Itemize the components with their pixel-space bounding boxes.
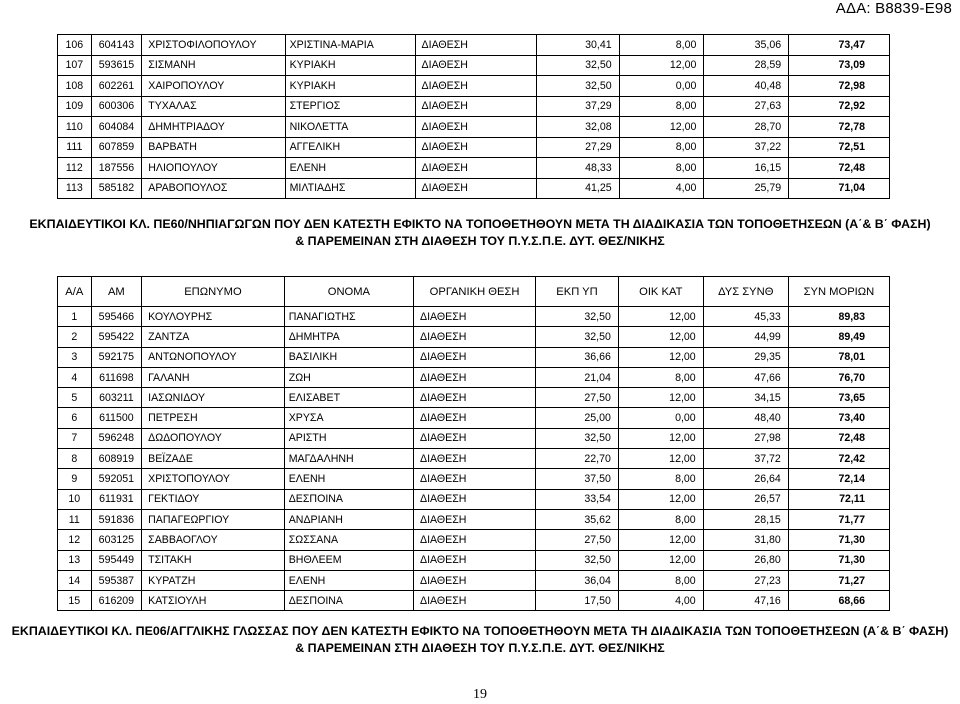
table-header-row bbox=[58, 277, 890, 307]
table-cell: ΝΙΚΟΛΕΤΤΑ bbox=[285, 117, 415, 138]
table-cell: ΒΑΣΙΛΙΚΗ bbox=[284, 347, 413, 367]
table-cell: ΔΙΑΘΕΣΗ bbox=[415, 117, 536, 138]
table-cell: 3 bbox=[58, 347, 92, 367]
section-heading-line: & ΠΑΡΕΜΕΙΝΑΝ ΣΤΗ ΔΙΑΘΕΣΗ ΤΟΥ Π.Υ.Σ.Π.Ε. ΔΥΤ. ΘΕΣ/ΝΙΚΗΣ bbox=[295, 234, 665, 248]
table-row bbox=[58, 367, 890, 387]
column-header: ΣΥΝ ΜΟΡΙΩΝ bbox=[788, 277, 889, 307]
table-row bbox=[58, 35, 890, 56]
table-cell: 73,47 bbox=[789, 35, 890, 56]
table-cell: 106 bbox=[58, 35, 92, 56]
table-cell: 32,50 bbox=[536, 307, 619, 327]
table-cell: 44,99 bbox=[703, 327, 788, 347]
table-row bbox=[58, 158, 890, 179]
table-cell: 600306 bbox=[91, 96, 142, 117]
table-cell: 8,00 bbox=[618, 367, 703, 387]
table-cell: 592175 bbox=[91, 347, 142, 367]
table-cell: 73,40 bbox=[788, 408, 889, 428]
table-cell: 73,65 bbox=[788, 388, 889, 408]
column-header: ΑΜ bbox=[91, 277, 142, 307]
table-row bbox=[58, 178, 890, 199]
table-cell: 187556 bbox=[91, 158, 142, 179]
table-cell: ΔΙΑΘΕΣΗ bbox=[414, 550, 536, 570]
table-cell: 45,33 bbox=[703, 307, 788, 327]
table-cell: 8,00 bbox=[618, 570, 703, 590]
table-cell: ΑΝΔΡΙΑΝΗ bbox=[284, 509, 413, 529]
table-cell: 71,30 bbox=[788, 550, 889, 570]
table-cell: ΑΓΓΕΛΙΚΗ bbox=[285, 137, 415, 158]
table-cell: ΔΙΑΘΕΣΗ bbox=[414, 469, 536, 489]
table-cell: ΕΛΕΝΗ bbox=[284, 570, 413, 590]
table-row bbox=[58, 137, 890, 158]
table-cell: 89,49 bbox=[788, 327, 889, 347]
table-cell: 28,70 bbox=[704, 117, 789, 138]
table-cell: ΔΙΑΘΕΣΗ bbox=[414, 327, 536, 347]
table-cell: 604143 bbox=[91, 35, 142, 56]
table-cell: 12,00 bbox=[618, 428, 703, 448]
table-cell: 89,83 bbox=[788, 307, 889, 327]
table-cell: 47,16 bbox=[703, 591, 788, 611]
table-cell: ΧΡΙΣΤΟΠΟΥΛΟΥ bbox=[142, 469, 285, 489]
table-cell: 0,00 bbox=[619, 76, 704, 97]
table-cell: 12,00 bbox=[618, 530, 703, 550]
table-cell: 7 bbox=[58, 428, 92, 448]
section-heading-line: ΕΚΠΑΙΔΕΥΤΙΚΟΙ ΚΛ. ΠΕ06/ΑΓΓΛΙΚΗΣ ΓΛΩΣΣΑΣ ΠΟΥ ΔΕΝ ΚΑΤΕΣΤΗ ΕΦΙΚΤΟ ΝΑ ΤΟΠΟΘΕΤΗΘΟΥΝ ΜΕΤΑ ΤΗ ΔΙΑΔΙΚΑΣΙΑ ΤΩΝ ΤΟΠΟΘΕΤΗΣΕΩΝ (Α΄& Β΄ ΦΑΣΗ) bbox=[11, 624, 949, 638]
table-cell: 26,64 bbox=[703, 469, 788, 489]
table-row bbox=[58, 307, 890, 327]
table-cell: 112 bbox=[58, 158, 92, 179]
table-cell: 113 bbox=[58, 178, 92, 199]
table-cell: 29,35 bbox=[703, 347, 788, 367]
table-row bbox=[58, 449, 890, 469]
table-cell: ΔΕΣΠΟΙΝΑ bbox=[284, 489, 413, 509]
table-cell: 8 bbox=[58, 449, 92, 469]
table-cell: 11 bbox=[58, 509, 92, 529]
table-cell: ΜΑΓΔΑΛΗΝΗ bbox=[284, 449, 413, 469]
table-cell: 72,11 bbox=[788, 489, 889, 509]
table-cell: ΔΙΑΘΕΣΗ bbox=[414, 388, 536, 408]
table-cell: 32,50 bbox=[536, 55, 619, 76]
table-row bbox=[58, 76, 890, 97]
table-cell: 31,80 bbox=[703, 530, 788, 550]
table-cell: 110 bbox=[58, 117, 92, 138]
table-cell: ΕΛΙΣΑΒΕΤ bbox=[284, 388, 413, 408]
table-cell: ΔΙΑΘΕΣΗ bbox=[414, 408, 536, 428]
table-cell: ΔΙΑΘΕΣΗ bbox=[414, 367, 536, 387]
table-cell: ΔΙΑΘΕΣΗ bbox=[414, 489, 536, 509]
table-cell: 72,78 bbox=[789, 117, 890, 138]
table-cell: ΖΩΗ bbox=[284, 367, 413, 387]
table-cell: 591836 bbox=[91, 509, 142, 529]
table-cell: 72,51 bbox=[789, 137, 890, 158]
table-cell: 111 bbox=[58, 137, 92, 158]
table-previous-results bbox=[57, 34, 890, 199]
table-cell: 611500 bbox=[91, 408, 142, 428]
table-cell: ΣΙΣΜΑΝΗ bbox=[142, 55, 285, 76]
table-cell: 4 bbox=[58, 367, 92, 387]
table-cell: ΠΑΝΑΓΙΩΤΗΣ bbox=[284, 307, 413, 327]
table-cell: 0,00 bbox=[618, 408, 703, 428]
table-cell: ΔΙΑΘΕΣΗ bbox=[415, 35, 536, 56]
table-cell: 12,00 bbox=[618, 307, 703, 327]
column-header: ΟΝΟΜΑ bbox=[284, 277, 413, 307]
table-cell: 32,50 bbox=[536, 550, 619, 570]
table-cell: 108 bbox=[58, 76, 92, 97]
table-row bbox=[58, 570, 890, 590]
table-cell: ΔΙΑΘΕΣΗ bbox=[415, 76, 536, 97]
table-cell: 602261 bbox=[91, 76, 142, 97]
section-heading-pe06 bbox=[0, 623, 960, 657]
table-cell: ΔΙΑΘΕΣΗ bbox=[415, 178, 536, 199]
ada-code: ΑΔΑ: Β8839-Ε98 bbox=[835, 0, 952, 17]
table-cell: ΕΛΕΝΗ bbox=[284, 469, 413, 489]
table-cell: 30,41 bbox=[536, 35, 619, 56]
table-cell: 37,29 bbox=[536, 96, 619, 117]
table-cell: 37,72 bbox=[703, 449, 788, 469]
table-cell: 27,23 bbox=[703, 570, 788, 590]
table-cell: 14 bbox=[58, 570, 92, 590]
table-cell: 72,14 bbox=[788, 469, 889, 489]
table-cell: ΓΕΚΤΙΔΟΥ bbox=[142, 489, 285, 509]
table-cell: 73,09 bbox=[789, 55, 890, 76]
table-cell: 21,04 bbox=[536, 367, 619, 387]
table-cell: 12,00 bbox=[618, 550, 703, 570]
section-heading-line: ΕΚΠΑΙΔΕΥΤΙΚΟΙ ΚΛ. ΠΕ60/ΝΗΠΙΑΓΩΓΩΝ ΠΟΥ ΔΕΝ ΚΑΤΕΣΤΗ ΕΦΙΚΤΟ ΝΑ ΤΟΠΟΘΕΤΗΘΟΥΝ ΜΕΤΑ ΤΗ ΔΙΑΔΙΚΑΣΙΑ ΤΩΝ ΤΟΠΟΘΕΤΗΣΕΩΝ (Α΄& Β΄ ΦΑΣΗ) bbox=[29, 217, 931, 231]
table-cell: 40,48 bbox=[704, 76, 789, 97]
table-row bbox=[58, 591, 890, 611]
table-cell: 71,77 bbox=[788, 509, 889, 529]
table-cell: 28,59 bbox=[704, 55, 789, 76]
table-cell: 37,50 bbox=[536, 469, 619, 489]
table-cell: ΔΙΑΘΕΣΗ bbox=[414, 307, 536, 327]
table-cell: ΓΑΛΑΝΗ bbox=[142, 367, 285, 387]
table-cell: 25,00 bbox=[536, 408, 619, 428]
table-cell: 12,00 bbox=[619, 55, 704, 76]
table-cell: 71,27 bbox=[788, 570, 889, 590]
table-cell: 71,30 bbox=[788, 530, 889, 550]
table-cell: 603211 bbox=[91, 388, 142, 408]
table-cell: 616209 bbox=[91, 591, 142, 611]
section-heading-pe60 bbox=[0, 216, 960, 250]
table-cell: 76,70 bbox=[788, 367, 889, 387]
table-cell: ΔΙΑΘΕΣΗ bbox=[415, 137, 536, 158]
table-cell: 595387 bbox=[91, 570, 142, 590]
table-cell: ΒΑΡΒΑΤΗ bbox=[142, 137, 285, 158]
table-cell: ΑΡΙΣΤΗ bbox=[284, 428, 413, 448]
table-cell: 33,54 bbox=[536, 489, 619, 509]
table-cell: 2 bbox=[58, 327, 92, 347]
table-row bbox=[58, 428, 890, 448]
table-cell: 595449 bbox=[91, 550, 142, 570]
table-cell: 68,66 bbox=[788, 591, 889, 611]
column-header: ΕΚΠ ΥΠ bbox=[536, 277, 619, 307]
table-cell: ΔΗΜΗΤΡΑ bbox=[284, 327, 413, 347]
table-row bbox=[58, 550, 890, 570]
table-cell: 595422 bbox=[91, 327, 142, 347]
table-cell: 72,42 bbox=[788, 449, 889, 469]
table-cell: 109 bbox=[58, 96, 92, 117]
table-cell: 36,04 bbox=[536, 570, 619, 590]
table-cell: 12 bbox=[58, 530, 92, 550]
table-cell: 32,50 bbox=[536, 327, 619, 347]
table-cell: ΧΑΙΡΟΠΟΥΛΟΥ bbox=[142, 76, 285, 97]
table-cell: 26,57 bbox=[703, 489, 788, 509]
table-cell: 608919 bbox=[91, 449, 142, 469]
table-cell: 27,63 bbox=[704, 96, 789, 117]
table-cell: 8,00 bbox=[618, 469, 703, 489]
table-cell: 48,33 bbox=[536, 158, 619, 179]
table-row bbox=[58, 96, 890, 117]
table-cell: ΚΥΡΙΑΚΗ bbox=[285, 76, 415, 97]
table-cell: ΗΛΙΟΠΟΥΛΟΥ bbox=[142, 158, 285, 179]
column-header: ΟΙΚ ΚΑΤ bbox=[618, 277, 703, 307]
table-cell: 593615 bbox=[91, 55, 142, 76]
table-cell: 10 bbox=[58, 489, 92, 509]
table-cell: ΔΩΔΟΠΟΥΛΟΥ bbox=[142, 428, 285, 448]
table-row bbox=[58, 347, 890, 367]
table-cell: 35,06 bbox=[704, 35, 789, 56]
table-cell: ΖΑΝΤΖΑ bbox=[142, 327, 285, 347]
table-cell: ΜΙΛΤΙΑΔΗΣ bbox=[285, 178, 415, 199]
table-cell: 8,00 bbox=[618, 509, 703, 529]
table-cell: 22,70 bbox=[536, 449, 619, 469]
table-cell: 595466 bbox=[91, 307, 142, 327]
table-row bbox=[58, 117, 890, 138]
table-cell: 4,00 bbox=[618, 591, 703, 611]
table-cell: 78,01 bbox=[788, 347, 889, 367]
table-cell: 72,48 bbox=[788, 428, 889, 448]
table-cell: ΒΕΪΖΑΔΕ bbox=[142, 449, 285, 469]
table-cell: ΔΙΑΘΕΣΗ bbox=[414, 570, 536, 590]
table-cell: 12,00 bbox=[619, 117, 704, 138]
table-cell: ΧΡΥΣΑ bbox=[284, 408, 413, 428]
table-cell: 592051 bbox=[91, 469, 142, 489]
table-cell: ΑΝΤΩΝΟΠΟΥΛΟΥ bbox=[142, 347, 285, 367]
table-cell: ΚΑΤΣΙΟΥΛΗ bbox=[142, 591, 285, 611]
table-cell: ΔΙΑΘΕΣΗ bbox=[414, 530, 536, 550]
column-header: ΔΥΣ ΣΥΝΘ bbox=[703, 277, 788, 307]
table-cell: 5 bbox=[58, 388, 92, 408]
table-cell: ΧΡΙΣΤΟΦΙΛΟΠΟΥΛΟΥ bbox=[142, 35, 285, 56]
table-cell: 37,22 bbox=[704, 137, 789, 158]
table-cell: 8,00 bbox=[619, 158, 704, 179]
page-number: 19 bbox=[473, 687, 487, 702]
table-cell: 28,15 bbox=[703, 509, 788, 529]
table-cell: 12,00 bbox=[618, 449, 703, 469]
column-header: ΕΠΩΝΥΜΟ bbox=[142, 277, 285, 307]
table-cell: ΠΑΠΑΓΕΩΡΓΙΟΥ bbox=[142, 509, 285, 529]
table-cell: 6 bbox=[58, 408, 92, 428]
table-cell: 13 bbox=[58, 550, 92, 570]
table-cell: ΤΥΧΑΛΑΣ bbox=[142, 96, 285, 117]
table-cell: ΔΗΜΗΤΡΙΑΔΟΥ bbox=[142, 117, 285, 138]
table-cell: 4,00 bbox=[619, 178, 704, 199]
table-row bbox=[58, 408, 890, 428]
table-cell: ΧΡΙΣΤΙΝΑ-ΜΑΡΙΑ bbox=[285, 35, 415, 56]
table-cell: 36,66 bbox=[536, 347, 619, 367]
table-cell: 15 bbox=[58, 591, 92, 611]
table-cell: 72,92 bbox=[789, 96, 890, 117]
table-cell: 72,48 bbox=[789, 158, 890, 179]
table-cell: 47,66 bbox=[703, 367, 788, 387]
table-cell: 603125 bbox=[91, 530, 142, 550]
table-cell: ΒΗΘΛΕΕΜ bbox=[284, 550, 413, 570]
table-cell: 32,50 bbox=[536, 76, 619, 97]
table-cell: ΑΡΑΒΟΠΟΥΛΟΣ bbox=[142, 178, 285, 199]
table-cell: 16,15 bbox=[704, 158, 789, 179]
table-pe60-results bbox=[57, 276, 890, 611]
table-cell: 596248 bbox=[91, 428, 142, 448]
table-cell: ΤΣΙΤΑΚΗ bbox=[142, 550, 285, 570]
table-cell: 107 bbox=[58, 55, 92, 76]
table-row bbox=[58, 530, 890, 550]
section-heading-line: & ΠΑΡΕΜΕΙΝΑΝ ΣΤΗ ΔΙΑΘΕΣΗ ΤΟΥ Π.Υ.Σ.Π.Ε. ΔΥΤ. ΘΕΣ/ΝΙΚΗΣ bbox=[295, 641, 665, 655]
table-cell: 25,79 bbox=[704, 178, 789, 199]
table-cell: ΚΟΥΛΟΥΡΗΣ bbox=[142, 307, 285, 327]
table-cell: 1 bbox=[58, 307, 92, 327]
table-cell: ΙΑΣΩΝΙΔΟΥ bbox=[142, 388, 285, 408]
table-cell: 34,15 bbox=[703, 388, 788, 408]
table-cell: 12,00 bbox=[618, 489, 703, 509]
table-cell: ΚΥΡΑΤΖΗ bbox=[142, 570, 285, 590]
column-header: ΟΡΓΑΝΙΚΗ ΘΕΣΗ bbox=[414, 277, 536, 307]
table-row bbox=[58, 388, 890, 408]
table-cell: 8,00 bbox=[619, 35, 704, 56]
table-cell: 607859 bbox=[91, 137, 142, 158]
table-cell: 604084 bbox=[91, 117, 142, 138]
table-cell: ΕΛΕΝΗ bbox=[285, 158, 415, 179]
table-cell: 27,98 bbox=[703, 428, 788, 448]
table-previous-results-body bbox=[58, 35, 890, 199]
table-cell: 72,98 bbox=[789, 76, 890, 97]
table-cell: ΔΙΑΘΕΣΗ bbox=[414, 449, 536, 469]
column-header: Α/Α bbox=[58, 277, 92, 307]
table-cell: 12,00 bbox=[618, 347, 703, 367]
table-cell: ΣΩΣΣΑΝΑ bbox=[284, 530, 413, 550]
table-cell: ΔΙΑΘΕΣΗ bbox=[414, 591, 536, 611]
table-cell: 41,25 bbox=[536, 178, 619, 199]
table-cell: ΔΙΑΘΕΣΗ bbox=[414, 347, 536, 367]
table-cell: 12,00 bbox=[618, 327, 703, 347]
table-cell: 17,50 bbox=[536, 591, 619, 611]
table-cell: ΣΑΒΒΑΟΓΛΟΥ bbox=[142, 530, 285, 550]
table-row bbox=[58, 55, 890, 76]
table-cell: 585182 bbox=[91, 178, 142, 199]
table-row bbox=[58, 489, 890, 509]
table-cell: 27,50 bbox=[536, 388, 619, 408]
table-cell: ΚΥΡΙΑΚΗ bbox=[285, 55, 415, 76]
table-cell: 27,29 bbox=[536, 137, 619, 158]
table-row bbox=[58, 469, 890, 489]
table-cell: ΔΙΑΘΕΣΗ bbox=[415, 96, 536, 117]
table-cell: ΔΙΑΘΕΣΗ bbox=[414, 509, 536, 529]
table-cell: 8,00 bbox=[619, 137, 704, 158]
table-cell: 26,80 bbox=[703, 550, 788, 570]
table-cell: 611698 bbox=[91, 367, 142, 387]
table-cell: 32,08 bbox=[536, 117, 619, 138]
table-cell: 9 bbox=[58, 469, 92, 489]
table-cell: ΠΕΤΡΕΣΗ bbox=[142, 408, 285, 428]
table-row bbox=[58, 509, 890, 529]
table-cell: 611931 bbox=[91, 489, 142, 509]
table-cell: 35,62 bbox=[536, 509, 619, 529]
table-cell: 8,00 bbox=[619, 96, 704, 117]
table-cell: 32,50 bbox=[536, 428, 619, 448]
table-cell: 48,40 bbox=[703, 408, 788, 428]
table-cell: ΔΙΑΘΕΣΗ bbox=[414, 428, 536, 448]
table-cell: ΔΙΑΘΕΣΗ bbox=[415, 158, 536, 179]
table-cell: 27,50 bbox=[536, 530, 619, 550]
table-cell: ΣΤΕΡΓΙΟΣ bbox=[285, 96, 415, 117]
table-cell: 12,00 bbox=[618, 388, 703, 408]
table-row bbox=[58, 327, 890, 347]
table-pe60-results-body bbox=[58, 307, 890, 611]
table-cell: ΔΕΣΠΟΙΝΑ bbox=[284, 591, 413, 611]
table-cell: 71,04 bbox=[789, 178, 890, 199]
table-cell: ΔΙΑΘΕΣΗ bbox=[415, 55, 536, 76]
